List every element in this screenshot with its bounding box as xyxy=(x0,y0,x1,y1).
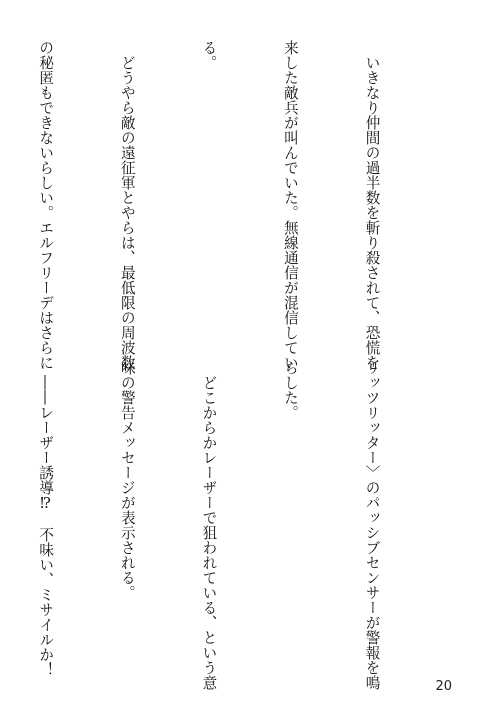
text-column: 味の警告メッセージが表示される。 xyxy=(118,360,136,600)
lower-text-block xyxy=(37,360,440,690)
text-column: の秘匿もできないらしい。エルフリーデはさらに xyxy=(37,40,55,370)
text-column: いきなり仲間の過半数を斬り殺されて、恐慌を xyxy=(363,40,381,370)
text-column: リッツリッター〉のパッシブセンサーが警報を鳴 xyxy=(363,360,381,690)
upper-text-block xyxy=(37,40,440,370)
text-column: 来した敵兵が叫んでいた。無線通信が混信してい xyxy=(281,40,299,370)
text-column: らした。 xyxy=(281,360,299,420)
text-column: どこからかレーザーで狙われている、という意 xyxy=(200,360,218,690)
page-number: 20 xyxy=(435,679,452,694)
text-column: どうやら敵の遠征軍とやらは、最低限の周波数 xyxy=(118,40,136,370)
text-column: る。 xyxy=(200,40,218,70)
text-column: ――レーザー誘導⁉ 不味い、ミサイルか！ xyxy=(37,360,55,678)
